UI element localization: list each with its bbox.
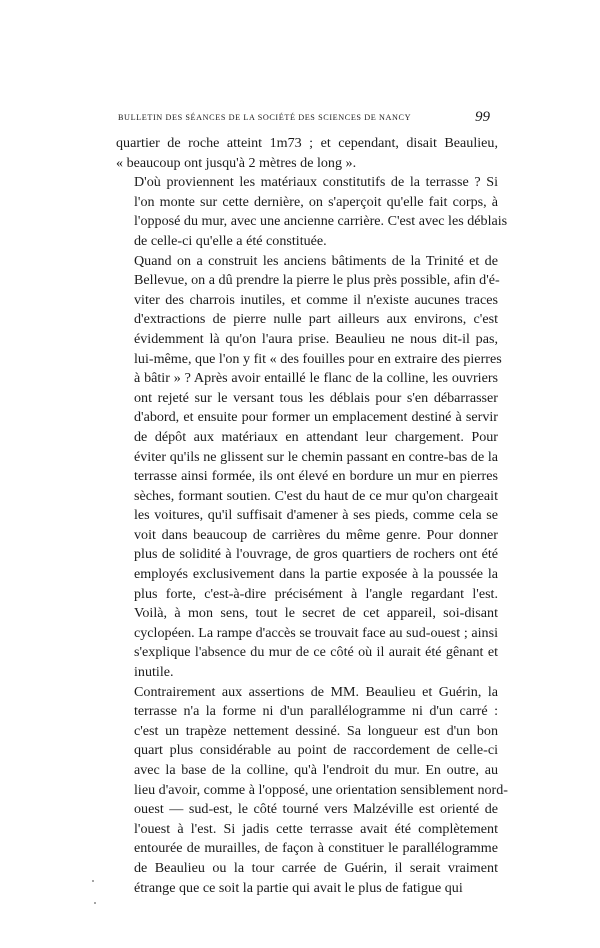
- text-line: D'où proviennent les matériaux constitutifs de la terrasse ? Si: [134, 174, 498, 191]
- text-line: lui-même, que l'on y fit « des fouilles pour en extraire des pierres: [134, 350, 502, 367]
- text-line: voit dans beaucoup de carrières du même genre. Pour donner: [134, 526, 498, 543]
- text-line: ont rejeté sur le versant tous les déblais pour s'en débarrasser: [134, 389, 498, 406]
- text-line: c'est un trapèze nettement dessiné. Sa longueur est d'un bon: [134, 722, 498, 739]
- text-line: à bâtir » ? Après avoir entaillé le flanc de la colline, les ouvriers: [134, 370, 498, 387]
- text-line: quart plus considérable au point de raccordement de celle-ci: [134, 742, 498, 759]
- text-line: d'abord, et ensuite pour former un emplacement destiné à servir: [134, 409, 498, 426]
- page-header: [118, 109, 490, 129]
- text-line: éviter qu'ils ne glissent sur le chemin passant en contre-bas de la: [134, 448, 498, 465]
- text-line: l'ouest à l'est. Si jadis cette terrasse avait été complètement: [134, 820, 498, 837]
- text-line: plus de solidité à l'ouvrage, de gros quartiers de rochers ont été: [134, 546, 498, 563]
- text-line: plus forte, c'est-à-dire précisément à l'angle regardant l'est.: [134, 585, 498, 602]
- text-line: d'extractions de pierre nulle part ailleurs aux environs, c'est: [134, 311, 498, 328]
- text-line: Quand on a construit les anciens bâtiments de la Trinité et de: [134, 252, 498, 269]
- text-line: « beaucoup ont jusqu'à 2 mètres de long ».: [116, 154, 357, 171]
- text-line: les voitures, qu'il suffisait d'amener à ses pieds, comme cela se: [134, 507, 498, 524]
- text-line: lieu d'avoir, comme à l'opposé, une orientation sensiblement nord-: [134, 781, 508, 798]
- text-line: étrange que ce soit la partie qui avait le plus de fatigue qui: [134, 879, 463, 896]
- text-line: inutile.: [134, 664, 174, 681]
- running-head: BULLETIN DES SÉANCES DE LA SOCIÉTÉ DES SCIENCES DE NANCY: [118, 113, 412, 122]
- body-text: [116, 134, 508, 898]
- text-line: terrasse n'a la forme ni d'un parallélogramme ni d'un carré :: [134, 703, 498, 720]
- paragraph: [116, 683, 508, 899]
- text-line: l'opposé du mur, avec une ancienne carrière. C'est avec les déblais: [134, 213, 508, 230]
- paragraph: [116, 173, 508, 251]
- text-line: employés exclusivement dans la partie exposée à la poussée la: [134, 566, 498, 583]
- text-line: Voilà, à mon sens, tout le secret de cet appareil, soi-disant: [134, 605, 498, 622]
- text-line: cyclopéen. La rampe d'accès se trouvait face au sud-ouest ; ainsi: [134, 624, 498, 641]
- text-line: évidemment là qu'on l'aura prise. Beaulieu ne nous dit-il pas,: [134, 330, 498, 347]
- text-line: ouest — sud-est, le côté tourné vers Malzéville est orienté de: [134, 801, 498, 818]
- text-line: avec la base de la colline, qu'à l'endroit du mur. En outre, au: [134, 762, 498, 778]
- text-line: entourée de murailles, de façon à constituer le parallélogramme: [134, 840, 498, 857]
- text-line: de Beaulieu ou la tour carrée de Guérin, il serait vraiment: [134, 859, 498, 876]
- text-line: sèches, formant soutien. C'est du haut de ce mur qu'on chargeait: [134, 487, 498, 504]
- text-line: viter des charrois inutiles, et comme il n'existe aucunes traces: [134, 291, 498, 308]
- paper-speck: [92, 880, 94, 882]
- paragraph: [116, 252, 502, 683]
- text-line: de celle-ci qu'elle a été constituée.: [134, 232, 327, 249]
- text-line: l'on monte sur cette dernière, on s'aperçoit qu'elle fait corps, à: [134, 193, 498, 210]
- text-line: de dépôt aux matériaux en attendant leur chargement. Pour: [134, 428, 498, 445]
- paper-speck: [94, 902, 96, 904]
- page-number: 99: [475, 109, 490, 125]
- text-line: s'explique l'absence du mur de ce côté où il aurait été gênant et: [134, 644, 498, 661]
- text-line: quartier de roche atteint 1m73 ; et cependant, disait Beaulieu,: [116, 135, 498, 151]
- text-line: Bellevue, on a dû prendre la pierre le plus près possible, afin d'é-: [134, 272, 500, 289]
- paragraph: [116, 134, 498, 173]
- text-line: terrasse ainsi formée, ils ont élevé en bordure un mur en pierres: [134, 468, 498, 485]
- text-line: Contrairement aux assertions de MM. Beaulieu et Guérin, la: [134, 683, 498, 700]
